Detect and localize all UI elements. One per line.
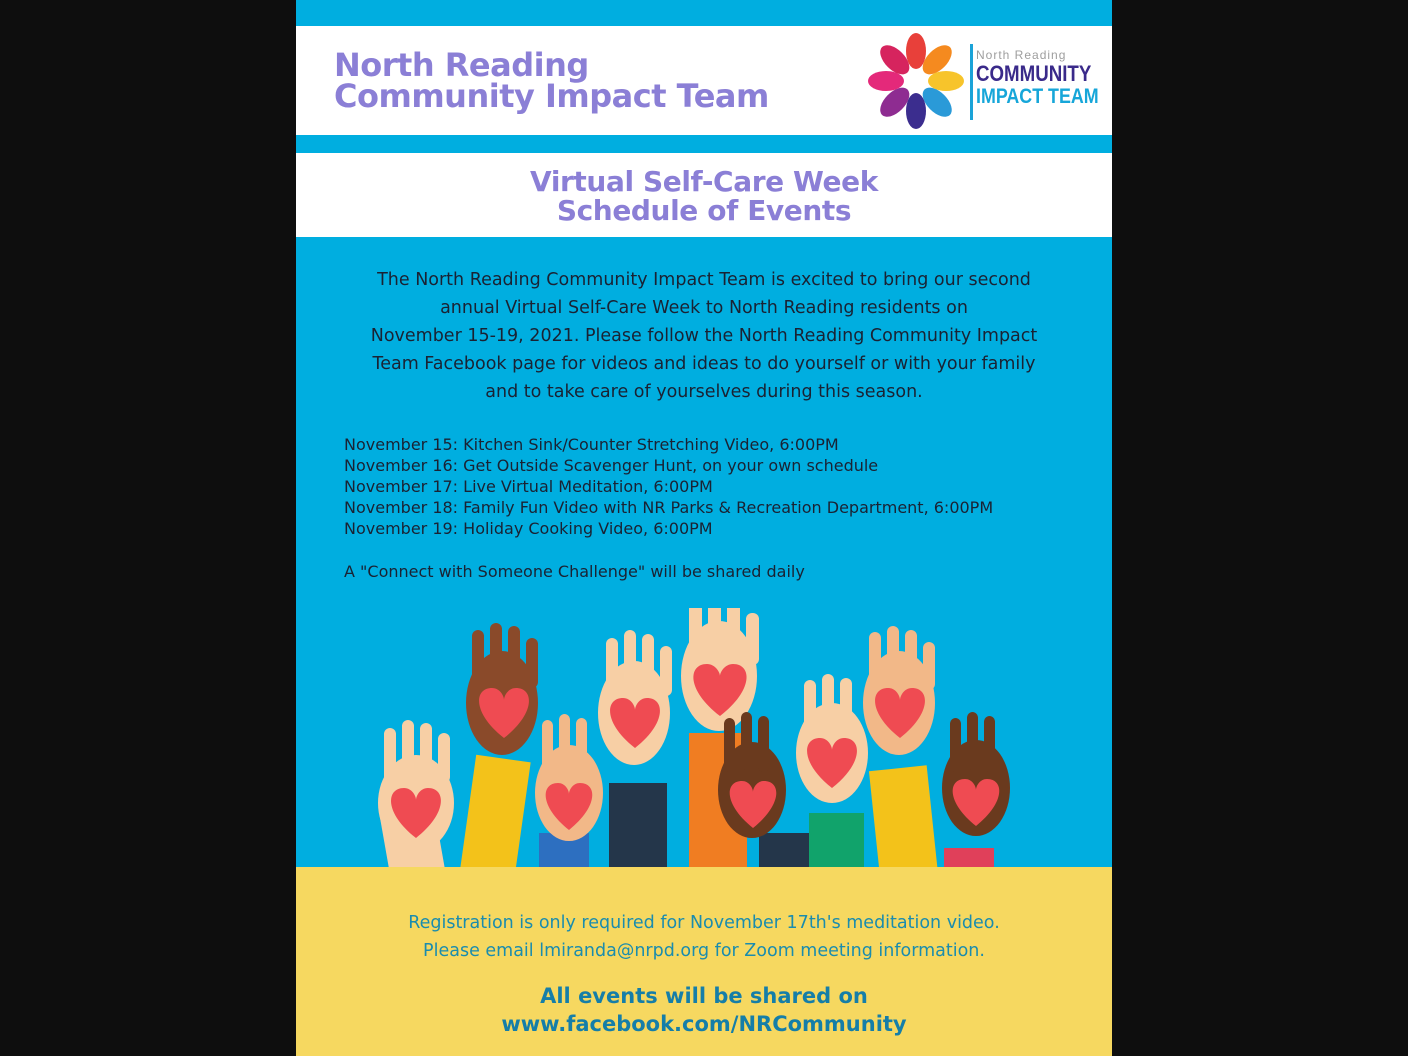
schedule-item: November 16: Get Outside Scavenger Hunt, on your own schedule — [344, 456, 879, 475]
intro-line: Team Facebook page for videos and ideas to do yourself or with your family — [372, 354, 1036, 374]
facebook-line1: All events will be shared on — [540, 984, 868, 1008]
raised-hands-with-hearts-icon — [354, 608, 1054, 868]
org-title — [334, 46, 769, 115]
schedule-list — [344, 434, 1064, 539]
event-title-line1: Virtual Self-Care Week — [530, 165, 878, 198]
schedule-item: November 19: Holiday Cooking Video, 6:00PM — [344, 519, 713, 538]
event-title — [296, 167, 1112, 225]
schedule-item: November 17: Live Virtual Meditation, 6:00PM — [344, 477, 713, 496]
registration-line2: Please email lmiranda@nrpd.org for Zoom meeting information. — [423, 941, 985, 961]
flyer-page — [296, 0, 1112, 1056]
registration-note — [296, 909, 1112, 965]
logo-impact-team-text: IMPACT TEAM — [976, 85, 1099, 108]
challenge-note: A "Connect with Someone Challenge" will be shared daily — [344, 562, 805, 581]
logo-text — [976, 48, 1099, 108]
schedule-item: November 18: Family Fun Video with NR Parks & Recreation Department, 6:00PM — [344, 498, 994, 517]
logo-divider — [970, 44, 973, 120]
header-band — [296, 26, 1112, 135]
schedule-item: November 15: Kitchen Sink/Counter Stretching Video, 6:00PM — [344, 435, 839, 454]
intro-line: The North Reading Community Impact Team is excited to bring our second — [377, 270, 1031, 290]
org-title-line2: Community Impact Team — [334, 77, 769, 115]
logo-small-text: North Reading — [976, 48, 1067, 62]
facebook-url: www.facebook.com/NRCommunity — [501, 1012, 907, 1036]
intro-paragraph — [346, 266, 1062, 406]
facebook-note — [296, 982, 1112, 1038]
footer-band — [296, 867, 1112, 1056]
intro-line: November 15-19, 2021. Please follow the North Reading Community Impact — [370, 326, 1038, 346]
event-title-line2: Schedule of Events — [556, 194, 852, 227]
registration-line1: Registration is only required for November 17th's meditation video. — [408, 913, 1000, 933]
org-title-line1: North Reading — [334, 46, 589, 84]
subtitle-band — [296, 153, 1112, 237]
logo-community-text: COMMUNITY — [976, 61, 1092, 86]
intro-line: annual Virtual Self-Care Week to North Reading residents on — [440, 298, 968, 318]
intro-line: and to take care of yourselves during this season. — [485, 382, 923, 402]
